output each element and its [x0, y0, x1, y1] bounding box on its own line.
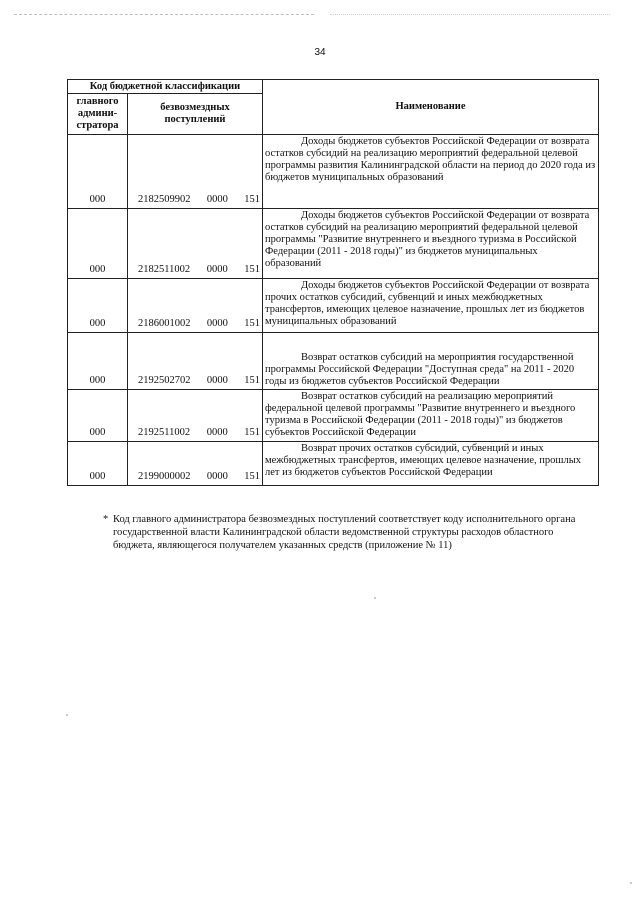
cell-admin-code: 000 [68, 333, 128, 390]
header-classification-code: Код бюджетной классификации [68, 80, 263, 94]
table-row [68, 209, 599, 279]
income-code-sub: 0000 [206, 427, 228, 438]
cell-income-code [128, 135, 263, 209]
header-main-administrator: главного админи-стратора [68, 94, 128, 135]
scan-speck [66, 714, 68, 716]
table-row [68, 333, 599, 390]
income-code-type: 151 [244, 264, 260, 275]
cell-admin-code: 000 [68, 442, 128, 486]
income-code-code: 2182509902 [138, 194, 191, 205]
cell-name [263, 442, 599, 486]
cell-name-text: Возврат прочих остатков субсидий, субвенций и иных межбюджетных трансфертов, имеющих целевое назначение, прошлых лет из бюджетов субъектов Российской Федерации [265, 443, 582, 478]
cell-name-text: Доходы бюджетов субъектов Российской Федерации от возврата остатков субсидий на реализацию мероприятий федеральной целевой программы развития Калининградской области на период до 2020 года из бюджетов муниципальных образований [265, 136, 596, 183]
income-code-sub: 0000 [206, 264, 228, 275]
income-code-code: 2192502702 [138, 375, 191, 386]
income-code-sub: 0000 [206, 318, 228, 329]
cell-name-text: Доходы бюджетов субъектов Российской Федерации от возврата остатков субсидий на реализацию мероприятий федеральной целевой программы "Развитие внутреннего и въездного туризма в Российской Федерации (2011 - 2018 годы)" из бюджетов муниципальных образований [265, 210, 590, 269]
table-row [68, 442, 599, 486]
cell-admin-code: 000 [68, 390, 128, 442]
income-code-sub: 0000 [206, 194, 228, 205]
income-code-sub: 0000 [206, 471, 228, 482]
cell-admin-code: 000 [68, 209, 128, 279]
income-code-type: 151 [244, 471, 260, 482]
cell-income-code [128, 279, 263, 333]
cell-name [263, 209, 599, 279]
table-body [68, 135, 599, 486]
cell-name-text: Возврат остатков субсидий на реализацию мероприятий федеральной целевой программы "Развитие внутреннего и въездного туризма в Российской Федерации (2011 - 2018 годы)" из бюджетов субъектов Российской Федерации [265, 391, 576, 438]
header-gratuitous-income: безвозмездных поступлений [128, 94, 263, 135]
table-row [68, 279, 599, 333]
cell-admin-code: 000 [68, 135, 128, 209]
footnote-text: Код главного администратора безвозмездных поступлений соответствует коду исполнительного органа государственной власти Калининградской области ведомственной структуры расходов областного бюджета, являющегося получателем указанных средств (приложение № 11) [113, 514, 576, 551]
table-row [68, 135, 599, 209]
cell-name [263, 390, 599, 442]
income-code-code: 2192511002 [138, 427, 191, 438]
budget-classification-table [67, 79, 599, 486]
cell-name [263, 135, 599, 209]
cell-name [263, 279, 599, 333]
cell-income-code [128, 442, 263, 486]
table-row [68, 390, 599, 442]
cell-name-text: Возврат остатков субсидий на мероприятия государственной программы Российской Федерации "Доступная среда" на 2011 - 2020 годы из бюджетов субъектов Российской Федерации [265, 352, 575, 387]
income-code-sub: 0000 [206, 375, 228, 386]
footnote-marker: * [103, 514, 109, 525]
cell-admin-code: 000 [68, 279, 128, 333]
scan-artifact-line [14, 14, 314, 15]
income-code-code: 2199000002 [138, 471, 191, 482]
income-code-type: 151 [244, 318, 260, 329]
header-name: Наименование [263, 80, 599, 135]
scan-speck [630, 882, 632, 884]
income-code-code: 2186001002 [138, 318, 191, 329]
income-code-type: 151 [244, 375, 260, 386]
cell-income-code [128, 333, 263, 390]
footnote [103, 513, 583, 552]
scan-artifact-line [330, 14, 610, 15]
income-code-type: 151 [244, 427, 260, 438]
cell-income-code [128, 209, 263, 279]
page-number: 34 [314, 47, 326, 58]
cell-income-code [128, 390, 263, 442]
scan-speck [374, 597, 376, 599]
income-code-code: 2182511002 [138, 264, 191, 275]
cell-name [263, 333, 599, 390]
income-code-type: 151 [244, 194, 260, 205]
cell-name-text: Доходы бюджетов субъектов Российской Федерации от возврата прочих остатков субсидий, субвенций и иных межбюджетных трансфертов, имеющих целевое назначение, прошлых лет из бюджетов муниципальных образований [265, 280, 590, 327]
